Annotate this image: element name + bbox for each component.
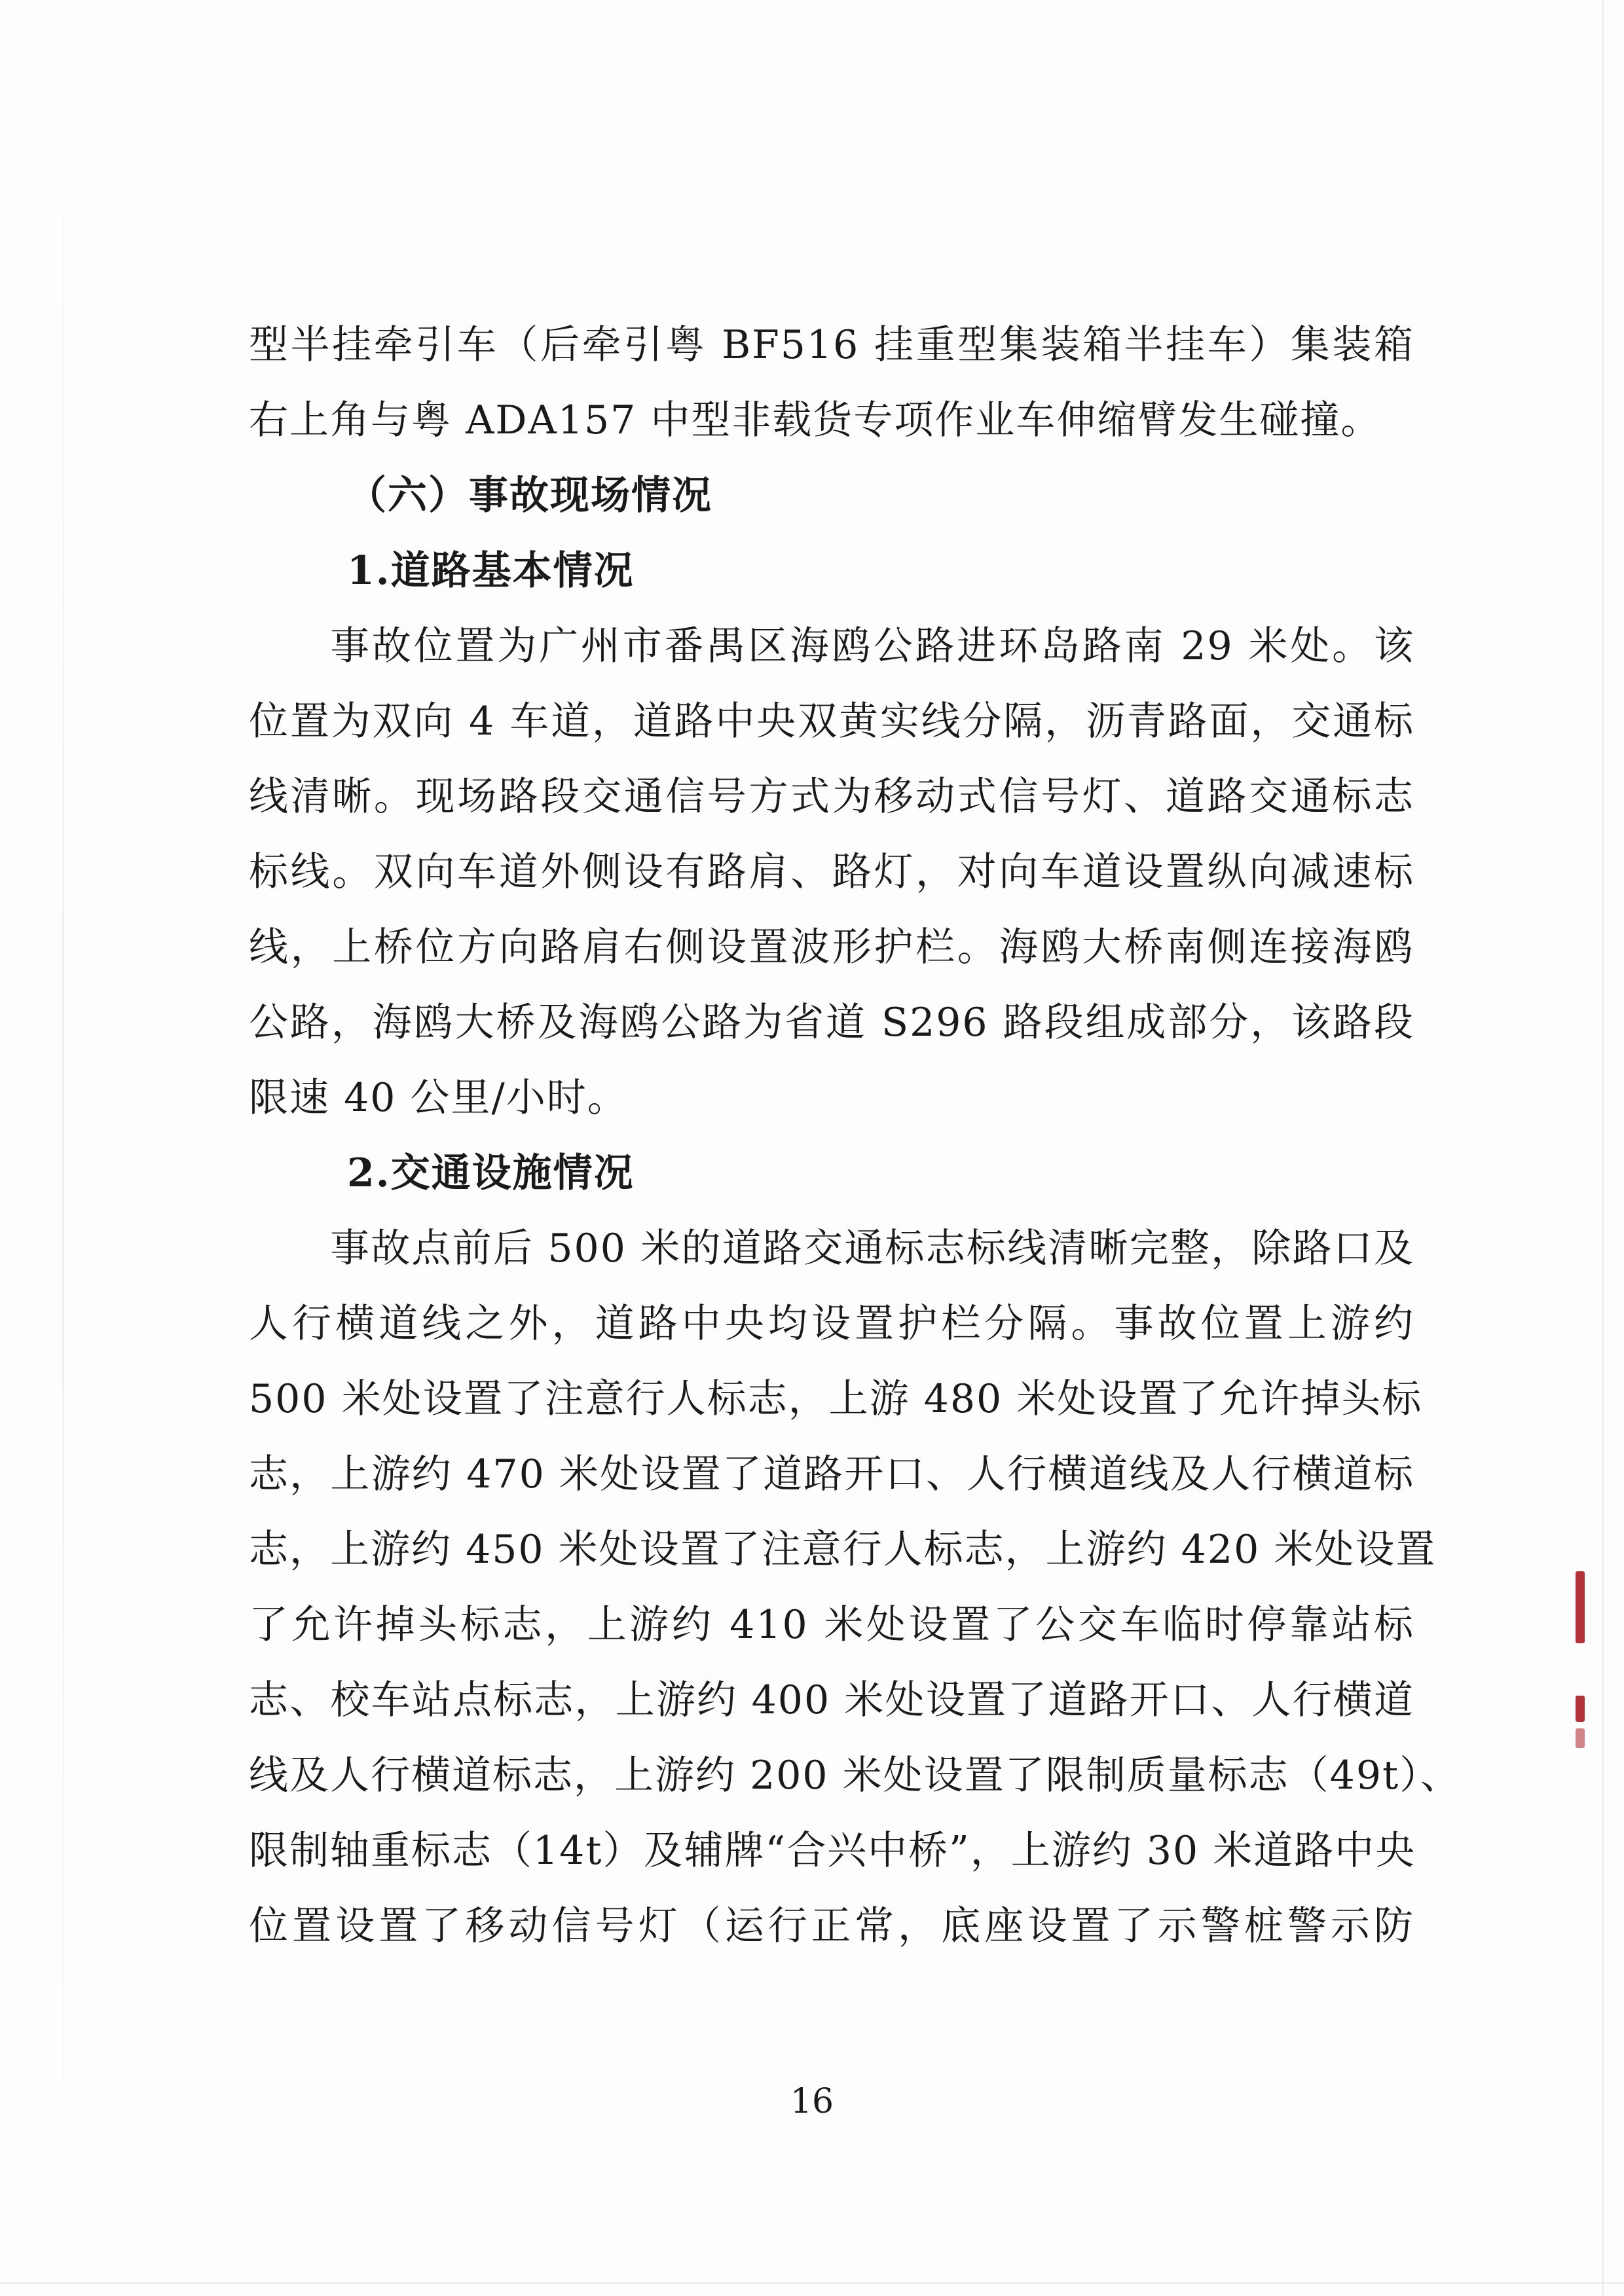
body-text-line: 标线。双向车道外侧设有路肩、路灯，对向车道设置纵向减速标 (249, 849, 1414, 895)
body-text-line: 位置为双向 4 车道，道路中央双黄实线分隔，沥青路面，交通标 (249, 699, 1414, 744)
body-text-line: 志、校车站点标志，上游约 400 米处设置了道路开口、人行横道 (249, 1677, 1414, 1723)
body-text-line: 线，上桥位方向路肩右侧设置波形护栏。海鸥大桥南侧连接海鸥 (249, 924, 1414, 970)
section-heading: 2.交通设施情况 (347, 1150, 635, 1196)
scan-edge-right (1602, 0, 1604, 2296)
body-text-line: 位置设置了移动信号灯（运行正常，底座设置了示警桩警示防 (249, 1903, 1414, 1949)
body-text-line: 志，上游约 450 米处设置了注意行人标志，上游约 420 米处设置 (249, 1527, 1437, 1573)
body-text-line: 右上角与粤 ADA157 中型非载货专项作业车伸缩臂发生碰撞。 (249, 397, 1382, 443)
body-text-line: 型半挂牵引车（后牵引粤 BF516 挂重型集装箱半挂车）集装箱 (249, 322, 1414, 368)
red-margin-mark (1576, 1571, 1585, 1643)
red-margin-mark (1576, 1728, 1585, 1748)
body-text-line: 线清晰。现场路段交通信号方式为移动式信号灯、道路交通标志 (249, 774, 1414, 820)
page-number: 16 (790, 2082, 834, 2121)
body-text-line: 线及人行横道标志，上游约 200 米处设置了限制质量标志（49t）、 (249, 1753, 1462, 1798)
section-heading: （六）事故现场情况 (347, 473, 712, 519)
scan-edge-bottom (0, 2282, 1624, 2284)
red-margin-mark (1576, 1696, 1585, 1722)
body-text-line: 事故点前后 500 米的道路交通标志标线清晰完整，除路口及 (330, 1226, 1414, 1271)
body-text-line: 限制轴重标志（14t）及辅牌“合兴中桥”，上游约 30 米道路中央 (249, 1828, 1416, 1874)
body-text-line: 人行横道线之外，道路中央均设置护栏分隔。事故位置上游约 (249, 1301, 1414, 1347)
body-text-line: 500 米处设置了注意行人标志，上游 480 米处设置了允许掉头标 (249, 1376, 1423, 1422)
body-text-line: 志，上游约 470 米处设置了道路开口、人行横道线及人行横道标 (249, 1451, 1414, 1497)
section-heading: 1.道路基本情况 (347, 548, 635, 594)
document-body (249, 308, 1462, 1964)
body-text-line: 限速 40 公里/小时。 (249, 1075, 628, 1121)
scan-edge-left (62, 26, 64, 2265)
body-text-line: 了允许掉头标志，上游约 410 米处设置了公交车临时停靠站标 (249, 1602, 1414, 1648)
body-text-line: 公路，海鸥大桥及海鸥公路为省道 S296 路段组成部分，该路段 (249, 1000, 1414, 1046)
body-text-line: 事故位置为广州市番禺区海鸥公路进环岛路南 29 米处。该 (330, 623, 1414, 669)
